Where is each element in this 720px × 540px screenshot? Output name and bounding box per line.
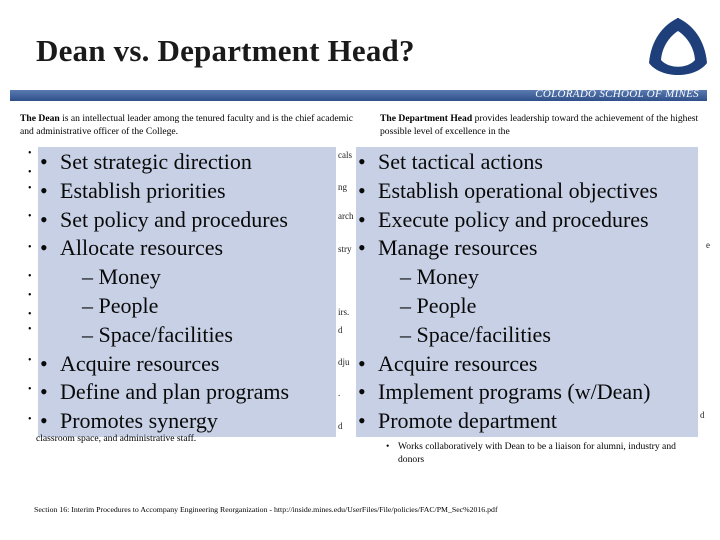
dean-overlay-box <box>38 147 336 437</box>
responsibility-item <box>38 148 336 177</box>
bullet-icon: • <box>40 408 48 434</box>
bg-fragment: . <box>338 388 341 398</box>
bullet-icon: • <box>358 149 366 174</box>
bg-fragment: ng <box>338 182 347 192</box>
bullet-icon: • <box>40 149 48 174</box>
bg-fragment: d <box>338 325 343 335</box>
bg-fragment: d <box>338 421 343 431</box>
bullet-icon: • <box>40 235 48 261</box>
bg-bullet: • <box>28 384 32 395</box>
dean-intro-bold: The Dean <box>20 113 60 124</box>
responsibility-text: Implement programs (w/Dean) <box>378 379 651 405</box>
responsibility-text: Execute policy and procedures <box>378 206 649 232</box>
responsibility-text: Manage resources <box>378 235 538 261</box>
responsibility-text: Acquire resources <box>60 350 220 376</box>
bg-fragment: dju <box>338 357 350 367</box>
bg-bullet: • <box>28 211 32 222</box>
bg-bullet: • <box>28 148 32 159</box>
responsibility-item <box>38 234 336 263</box>
responsibility-item <box>38 350 336 379</box>
head-intro-bold: The Department Head <box>380 113 473 124</box>
dean-intro-text: is an intellectual leader among the tenured faculty and is the chief academic and administrative officer of the College. <box>20 113 353 137</box>
responsibility-subitem: – People <box>82 292 159 318</box>
slide-title: Dean vs. Department Head? <box>36 33 415 68</box>
footer-citation: Section 16: Interim Procedures to Accompany Engineering Reorganization - http://inside.mines.edu/UserFiles/File/policies/FAC/PM_Sec%2016.pdf <box>34 505 498 514</box>
dean-tail-text: classroom space, and administrative staff. <box>36 433 197 444</box>
responsibility-item <box>356 350 698 379</box>
head-tail-item <box>386 440 696 466</box>
responsibility-item <box>356 177 698 206</box>
responsibility-subitem: – Space/facilities <box>82 321 233 347</box>
responsibility-text: Set policy and procedures <box>60 206 288 232</box>
responsibility-text: Establish priorities <box>60 177 226 203</box>
responsibility-text: Define and plan programs <box>60 379 290 405</box>
bullet-icon: • <box>40 177 48 203</box>
bg-bullet: • <box>28 271 32 282</box>
responsibility-item <box>356 234 698 263</box>
bg-fragment: cals <box>338 150 352 160</box>
responsibility-subitem: – People <box>400 292 477 318</box>
responsibility-subitem: – Money <box>82 264 161 290</box>
bullet-icon: • <box>358 350 366 376</box>
bullet-icon: • <box>358 379 366 405</box>
responsibility-text: Allocate resources <box>60 235 224 261</box>
bg-bullet: • <box>28 290 32 301</box>
responsibility-item <box>356 206 698 235</box>
responsibility-item <box>38 177 336 206</box>
responsibility-item <box>356 148 698 177</box>
bg-bullet: • <box>28 324 32 335</box>
bg-fragment: e <box>706 240 710 250</box>
responsibility-text: Acquire resources <box>378 350 538 376</box>
bg-bullet: • <box>28 309 32 320</box>
bullet-icon: • <box>358 206 366 232</box>
responsibility-text: Promote department <box>378 408 558 434</box>
responsibility-item <box>356 378 698 407</box>
responsibility-subitem: – Money <box>400 264 479 290</box>
bg-fragment: stry <box>338 244 352 254</box>
dean-responsibilities-list <box>38 147 336 436</box>
header-banner <box>10 90 707 101</box>
responsibility-item <box>356 407 698 436</box>
bullet-icon: • <box>40 379 48 405</box>
bg-bullet: • <box>28 414 32 425</box>
bg-fragment: d <box>700 410 705 420</box>
responsibility-text: Establish operational objectives <box>378 177 658 203</box>
bullet-icon: • <box>40 350 48 376</box>
head-intro-text: provides leadership toward the achievement of the highest possible level of excellence in the <box>380 113 699 137</box>
bg-bullet: • <box>28 167 32 178</box>
responsibility-text: Promotes synergy <box>60 408 218 434</box>
head-intro <box>380 113 700 138</box>
responsibility-item <box>38 378 336 407</box>
bg-bullet: • <box>28 355 32 366</box>
bg-fragment: irs. <box>338 307 350 317</box>
responsibility-text: Set tactical actions <box>378 149 543 174</box>
responsibility-subitem: – Space/facilities <box>400 321 551 347</box>
head-tail-text: Works collaboratively with Dean to be a liaison for alumni, industry and donors <box>398 441 676 465</box>
banner-label: COLORADO SCHOOL OF MINES <box>535 88 699 100</box>
responsibility-text: Set strategic direction <box>60 149 252 174</box>
bullet-icon: • <box>358 408 366 434</box>
head-responsibilities-list <box>356 147 698 436</box>
bg-bullet: • <box>28 242 32 253</box>
bg-bullet: • <box>28 183 32 194</box>
head-tail-bullet: • <box>386 441 390 452</box>
bg-fragment: arch <box>338 211 354 221</box>
bullet-icon: • <box>40 206 48 232</box>
mines-logo-icon <box>645 15 711 85</box>
bullet-icon: • <box>358 235 366 261</box>
responsibility-item <box>38 206 336 235</box>
head-overlay-box <box>356 147 698 437</box>
bullet-icon: • <box>358 177 366 203</box>
dean-intro <box>20 113 365 138</box>
